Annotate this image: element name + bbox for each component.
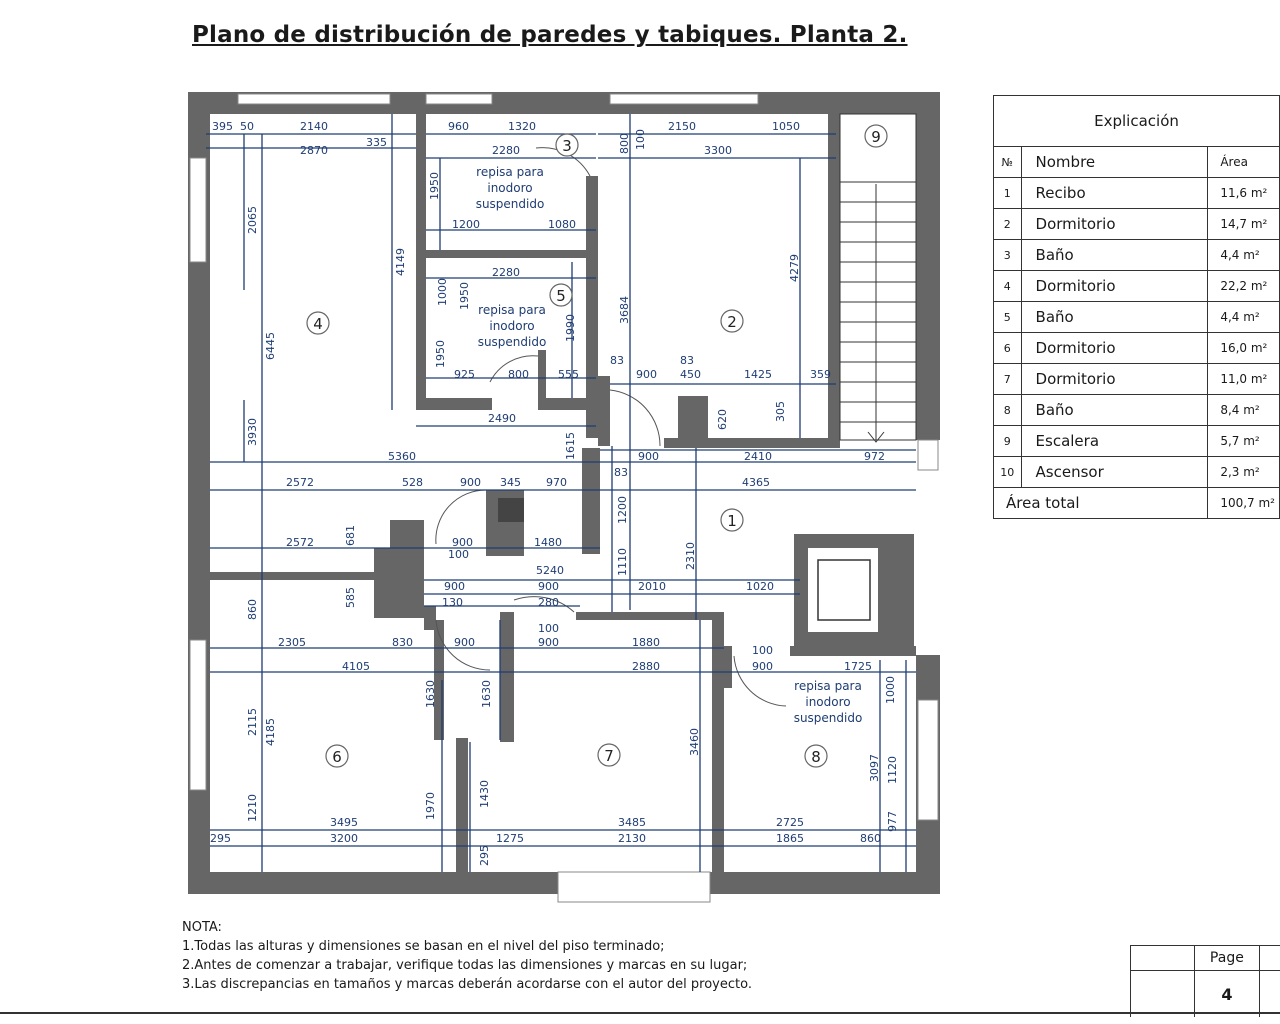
legend-header-area: Área — [1208, 147, 1280, 178]
dim-1275: 1275 — [496, 832, 524, 845]
dim-970: 970 — [546, 476, 567, 489]
wall-r2-bottom — [664, 438, 838, 448]
wall-b5-bottom-right — [538, 398, 598, 410]
legend-header-no: № — [994, 147, 1022, 178]
room-number-5: 5 — [556, 287, 566, 305]
dim-3684: 3684 — [618, 296, 631, 324]
dim-2490: 2490 — [488, 412, 516, 425]
legend-no: 2 — [994, 209, 1022, 240]
legend-row — [994, 302, 1280, 333]
dim-r5-1950: 1950 — [458, 282, 471, 310]
dim-2572-a: 2572 — [286, 476, 314, 489]
wall-mid-c — [498, 498, 524, 522]
dim-528: 528 — [402, 476, 423, 489]
shelf-note-8-line2: inodoro — [805, 695, 851, 709]
dim-1000-v: 1000 — [884, 676, 897, 704]
legend-no: 6 — [994, 333, 1022, 364]
dim-r5-1990: 1990 — [564, 314, 577, 342]
wall-r2-left — [598, 376, 610, 446]
page-label: Page — [1194, 946, 1260, 971]
legend-no: 3 — [994, 240, 1022, 271]
windows — [190, 94, 938, 902]
dim-977: 977 — [886, 811, 899, 832]
dim-359: 359 — [810, 368, 831, 381]
page-box-edge-2 — [1260, 971, 1280, 1018]
wall-r8-top — [790, 646, 916, 656]
dim-1880: 1880 — [632, 636, 660, 649]
dim-681: 681 — [344, 525, 357, 546]
dim-100: 100 — [634, 129, 647, 150]
dim-960: 960 — [448, 120, 469, 133]
dim-295-b: 295 — [478, 845, 491, 866]
room-number-8: 8 — [811, 748, 821, 766]
wall-r4-bottom — [210, 572, 374, 580]
dim-1425: 1425 — [744, 368, 772, 381]
legend-area: 11,0 m² — [1208, 364, 1280, 395]
dim-1080: 1080 — [548, 218, 576, 231]
dim-900-e: 900 — [538, 580, 559, 593]
dim-r5-2280: 2280 — [492, 266, 520, 279]
wall-right-upper — [916, 92, 940, 440]
dim-345: 345 — [500, 476, 521, 489]
wall-r4-corner — [374, 548, 424, 618]
dim-900-f: 900 — [454, 636, 475, 649]
dim-1210: 1210 — [246, 794, 259, 822]
dim-4105: 4105 — [342, 660, 370, 673]
dim-2150: 2150 — [668, 120, 696, 133]
legend-caption: Explicación — [994, 96, 1280, 147]
legend-total-row — [994, 488, 1280, 519]
legend-no: 10 — [994, 457, 1022, 488]
shelf-note-3-line2: inodoro — [487, 181, 533, 195]
dim-2880: 2880 — [632, 660, 660, 673]
legend-area: 16,0 m² — [1208, 333, 1280, 364]
legend-table — [993, 95, 1280, 519]
dim-3460: 3460 — [688, 728, 701, 756]
dim-5240: 5240 — [536, 564, 564, 577]
dim-2140: 2140 — [300, 120, 328, 133]
wall-b3-bottom — [416, 250, 596, 258]
dim-4279: 4279 — [788, 254, 801, 282]
dim-6445: 6445 — [264, 332, 277, 360]
room-number-9: 9 — [871, 128, 881, 146]
legend-no: 5 — [994, 302, 1022, 333]
dim-900-g: 900 — [538, 636, 559, 649]
dim-3485: 3485 — [618, 816, 646, 829]
dim-100-a: 100 — [448, 548, 469, 561]
page-number: 4 — [1194, 971, 1260, 1018]
shelf-note-5-line2: inodoro — [489, 319, 535, 333]
dim-2115: 2115 — [246, 708, 259, 736]
legend-row — [994, 178, 1280, 209]
bottom-rule — [0, 1012, 1280, 1014]
dim-1200: 1200 — [452, 218, 480, 231]
dim-860-b: 860 — [860, 832, 881, 845]
legend-area: 4,4 m² — [1208, 240, 1280, 271]
legend-name: Escalera — [1021, 426, 1208, 457]
page-box-edge — [1260, 946, 1280, 971]
dim-1950-a: 1950 — [428, 172, 441, 200]
walls — [188, 92, 940, 894]
notes-block — [182, 918, 752, 994]
legend-total-area: 100,7 m² — [1208, 488, 1280, 519]
dimension-labels — [210, 120, 899, 866]
page-box-blank — [1131, 946, 1195, 971]
door-swings — [436, 148, 786, 706]
dim-1865: 1865 — [776, 832, 804, 845]
notes-heading: NOTA: — [182, 920, 222, 935]
dim-4365: 4365 — [742, 476, 770, 489]
room-number-4: 4 — [313, 315, 323, 333]
dim-2305: 2305 — [278, 636, 306, 649]
dim-1615: 1615 — [564, 432, 577, 460]
shelf-note-8-line3: suspendido — [793, 711, 863, 725]
wall-r4-corner2 — [390, 520, 424, 550]
dim-1020: 1020 — [746, 580, 774, 593]
legend-name: Dormitorio — [1021, 209, 1208, 240]
dim-5360: 5360 — [388, 450, 416, 463]
dim-450: 450 — [680, 368, 701, 381]
dim-335: 335 — [366, 136, 387, 149]
dim-4185: 4185 — [264, 718, 277, 746]
wall-right-mid — [914, 440, 940, 655]
wall-r7-left — [456, 738, 468, 872]
legend-area: 11,6 m² — [1208, 178, 1280, 209]
legend-no: 9 — [994, 426, 1022, 457]
shelf-note-3-line3: suspendido — [475, 197, 545, 211]
room-number-3: 3 — [562, 137, 572, 155]
dim-3300: 3300 — [704, 144, 732, 157]
dim-2065: 2065 — [246, 206, 259, 234]
wall-r7-top — [576, 612, 724, 620]
notes-line-1: 1.Todas las alturas y dimensiones se basan en el nivel del piso terminado; — [182, 939, 665, 954]
dim-2725: 2725 — [776, 816, 804, 829]
dim-925: 925 — [454, 368, 475, 381]
shelf-note-5-line3: suspendido — [477, 335, 547, 349]
wall-b5-right — [586, 296, 598, 438]
dim-900-b: 900 — [460, 476, 481, 489]
dim-620: 620 — [716, 409, 729, 430]
legend-name: Baño — [1021, 240, 1208, 271]
dim-1110: 1110 — [616, 548, 629, 576]
wall-r8-door — [724, 646, 732, 688]
page-box-blank-2 — [1131, 971, 1195, 1018]
legend-area: 8,4 m² — [1208, 395, 1280, 426]
dim-2870: 2870 — [300, 144, 328, 157]
dim-2410: 2410 — [744, 450, 772, 463]
room-number-1: 1 — [727, 512, 737, 530]
dim-900-c: 900 — [452, 536, 473, 549]
dim-1480: 1480 — [534, 536, 562, 549]
dim-r5-1950-b: 1950 — [434, 340, 447, 368]
dim-900-a: 900 — [638, 450, 659, 463]
dim-555: 555 — [558, 368, 579, 381]
dim-280: 280 — [538, 596, 559, 609]
wall-b3-left — [416, 114, 426, 410]
legend-header-name: Nombre — [1021, 147, 1208, 178]
legend-row — [994, 457, 1280, 488]
legend-row — [994, 395, 1280, 426]
dim-900-d: 900 — [444, 580, 465, 593]
legend-row — [994, 333, 1280, 364]
legend-area: 5,7 m² — [1208, 426, 1280, 457]
legend-area: 22,2 m² — [1208, 271, 1280, 302]
dim-1970: 1970 — [424, 792, 437, 820]
legend-name: Recibo — [1021, 178, 1208, 209]
wall-b5-bottom — [416, 398, 492, 410]
dim-3930: 3930 — [246, 418, 259, 446]
legend-no: 1 — [994, 178, 1022, 209]
dim-r5-800: 800 — [508, 368, 529, 381]
dim-3200: 3200 — [330, 832, 358, 845]
dim-83-c: 83 — [614, 466, 628, 479]
shelf-note-8-line1: repisa para — [794, 679, 862, 693]
legend-area: 2,3 m² — [1208, 457, 1280, 488]
legend-area: 14,7 m² — [1208, 209, 1280, 240]
dim-3097: 3097 — [868, 754, 881, 782]
page-title: Plano de distribución de paredes y tabiques. Planta 2. — [192, 22, 908, 48]
dim-585: 585 — [344, 587, 357, 608]
dim-800: 800 — [618, 133, 631, 154]
room-number-6: 6 — [332, 748, 342, 766]
shelf-note-5-line1: repisa para — [478, 303, 546, 317]
dim-r2-900: 900 — [636, 368, 657, 381]
dim-295-a: 295 — [210, 832, 231, 845]
dim-3495: 3495 — [330, 816, 358, 829]
legend-row — [994, 426, 1280, 457]
legend-name: Ascensor — [1021, 457, 1208, 488]
dim-83-b: 83 — [680, 354, 694, 367]
legend-row — [994, 240, 1280, 271]
dim-860-v: 860 — [246, 599, 259, 620]
dim-83-a: 83 — [610, 354, 624, 367]
wall-stair-left — [828, 114, 840, 440]
wall-r7-left-top — [500, 612, 514, 742]
dim-2010: 2010 — [638, 580, 666, 593]
dim-395: 395 — [212, 120, 233, 133]
legend-area: 4,4 m² — [1208, 302, 1280, 333]
notes-line-3: 3.Las discrepancias en tamaños y marcas deberán acordarse con el autor del proyecto. — [182, 977, 752, 992]
legend-no: 4 — [994, 271, 1022, 302]
shelf-note-3-line1: repisa para — [476, 165, 544, 179]
legend-no: 7 — [994, 364, 1022, 395]
legend-name: Dormitorio — [1021, 364, 1208, 395]
legend-row — [994, 364, 1280, 395]
dim-1725: 1725 — [844, 660, 872, 673]
wall-mid-a — [582, 448, 600, 554]
dim-2310: 2310 — [684, 542, 697, 570]
dim-130: 130 — [442, 596, 463, 609]
dim-830: 830 — [392, 636, 413, 649]
dim-1050: 1050 — [772, 120, 800, 133]
wall-r7-right — [712, 612, 724, 872]
dim-900-h: 900 — [752, 660, 773, 673]
legend-no: 8 — [994, 395, 1022, 426]
room-number-7: 7 — [604, 747, 614, 765]
dim-1630-b: 1630 — [480, 680, 493, 708]
wall-r2-shaft — [678, 396, 708, 438]
legend-name: Dormitorio — [1021, 271, 1208, 302]
room-number-2: 2 — [727, 313, 737, 331]
legend-name: Baño — [1021, 395, 1208, 426]
dim-1430: 1430 — [478, 780, 491, 808]
dim-1630-a: 1630 — [424, 680, 437, 708]
dim-4149: 4149 — [394, 248, 407, 276]
legend-name: Baño — [1021, 302, 1208, 333]
page-box — [1130, 945, 1280, 1017]
dim-305: 305 — [774, 401, 787, 422]
dim-2280: 2280 — [492, 144, 520, 157]
dim-2572-b: 2572 — [286, 536, 314, 549]
notes-line-2: 2.Antes de comenzar a trabajar, verifique todas las dimensiones y marcas en su lugar; — [182, 958, 748, 973]
dim-972: 972 — [864, 450, 885, 463]
dim-1200-v: 1200 — [616, 496, 629, 524]
stair-steps — [840, 114, 916, 442]
dim-1120: 1120 — [886, 756, 899, 784]
legend-total-label: Área total — [994, 488, 1208, 519]
dim-r5-1000: 1000 — [436, 278, 449, 306]
dim-50: 50 — [240, 120, 254, 133]
wall-b5-part — [538, 350, 546, 400]
legend-row — [994, 271, 1280, 302]
dim-100-c: 100 — [752, 644, 773, 657]
legend-row — [994, 209, 1280, 240]
dim-100-b: 100 — [538, 622, 559, 635]
legend-name: Dormitorio — [1021, 333, 1208, 364]
dim-1320: 1320 — [508, 120, 536, 133]
dim-2130: 2130 — [618, 832, 646, 845]
